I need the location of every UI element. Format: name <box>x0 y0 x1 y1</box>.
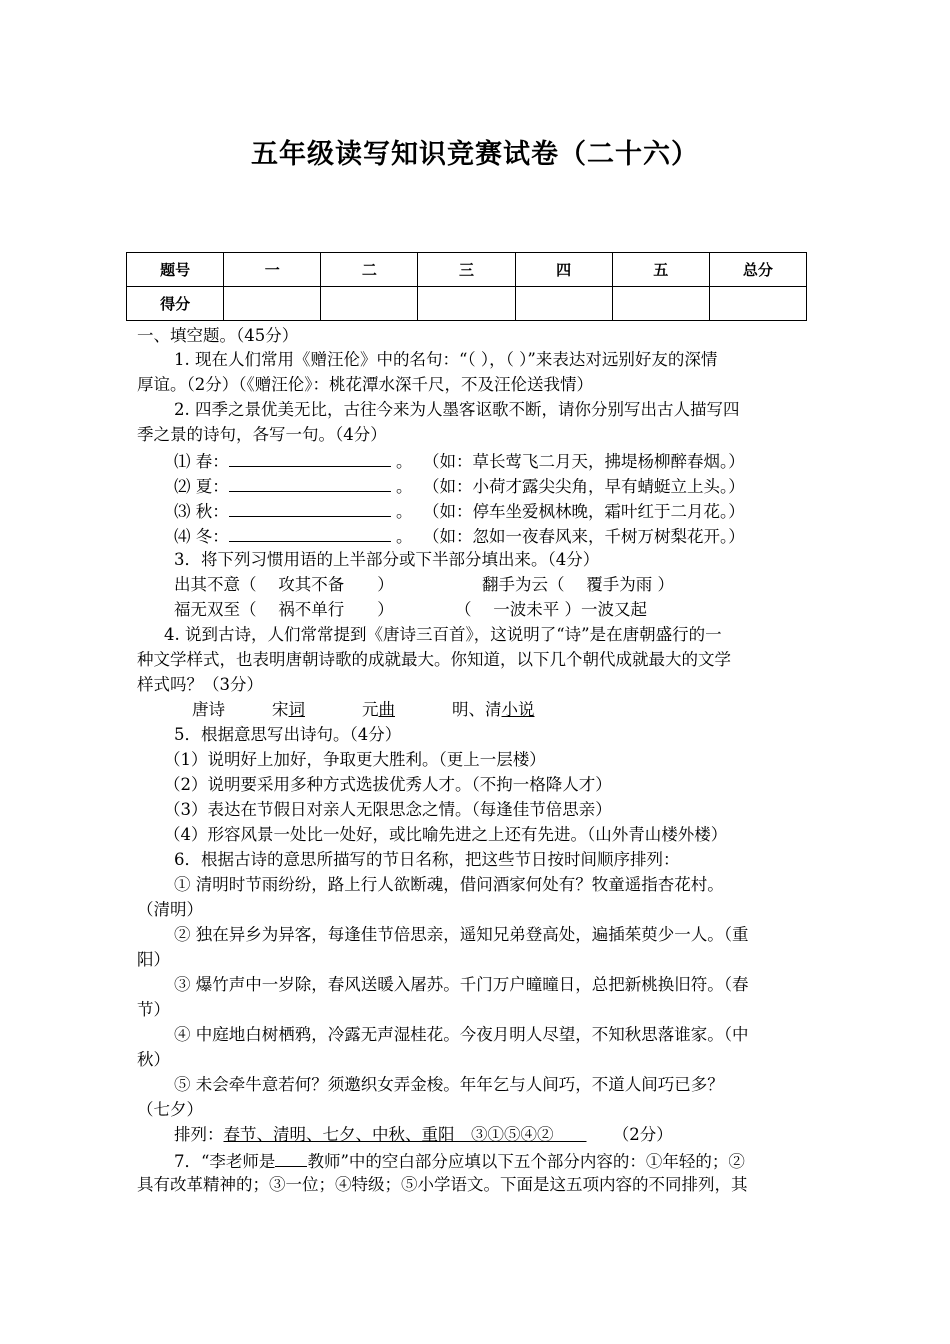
q5-line1: 5．根据意思写出诗句。（4分） <box>174 725 402 744</box>
q6-poem-3-cont: 节） <box>137 1000 170 1019</box>
score-table-header-row <box>127 253 807 287</box>
score-cell[interactable] <box>612 287 709 321</box>
score-cell[interactable] <box>515 287 612 321</box>
score-cell[interactable] <box>321 287 418 321</box>
answer-blank[interactable] <box>275 1150 307 1167</box>
q4-line1: 4. 说到古诗，人们常常提到《唐诗三百首》，这说明了“诗”是在唐朝盛行的一 <box>164 625 722 644</box>
header-cell: 三 <box>418 253 515 287</box>
q4-line3: 样式吗？（3分） <box>137 675 263 694</box>
q6-order <box>174 1125 673 1145</box>
q6-poem-5: ⑤ 未会牵牛意若何？须邀织女弄金梭。年年乞与人间巧，不道人间巧已多？ <box>174 1075 724 1094</box>
header-cell: 四 <box>515 253 612 287</box>
q3-idiom-2b: （ 一波未平 ）一波又起 <box>455 600 647 619</box>
q3-idiom-1a: 出其不意（ 攻其不备 ） <box>174 575 394 594</box>
q7-text-pre: 7．“李老师是 <box>174 1152 276 1171</box>
header-cell: 题号 <box>127 253 224 287</box>
item-end: 。 <box>396 527 413 546</box>
order-label: 排列： <box>174 1125 224 1144</box>
item-example: （如：草长莺飞二月天，拂堤杨柳醉春烟。） <box>423 452 745 471</box>
header-cell: 一 <box>224 253 321 287</box>
q3-idiom-1b: 翻手为云（ 覆手为雨 ） <box>482 575 674 594</box>
item-label: ⑴ 春： <box>174 452 229 471</box>
score-cell[interactable] <box>709 287 806 321</box>
q5-item: （2）说明要采用多种方式选拔优秀人才。（不拘一格降人才） <box>164 775 612 794</box>
q2-line1: 2. 四季之景优美无比，古往今来为人墨客讴歌不断，请你分别写出古人描写四 <box>174 400 740 419</box>
q6-poem-4-cont: 秋） <box>137 1050 170 1069</box>
q6-poem-2: ② 独在异乡为异客，每逢佳节倍思亲，遥知兄弟登高处，遍插茱萸少一人。（重 <box>174 925 749 944</box>
q6-line1: 6．根据古诗的意思所描写的节日名称，把这些节日按时间顺序排列： <box>174 850 680 869</box>
q2-item-winter <box>174 525 745 547</box>
header-cell: 总分 <box>709 253 806 287</box>
q6-poem-3: ③ 爆竹声中一岁除，春风送暖入屠苏。千门万户曈曈日，总把新桃换旧符。（春 <box>174 975 749 994</box>
q2-item-summer <box>174 475 745 497</box>
dynasty: 明、清 <box>452 700 502 719</box>
q6-poem-2-cont: 阳） <box>137 950 170 969</box>
q4-line2: 种文学样式，也表明唐朝诗歌的成就最大。你知道，以下几个朝代成就最大的文学 <box>137 650 731 669</box>
section-heading: 一、填空题。（45分） <box>137 326 299 345</box>
header-cell: 五 <box>612 253 709 287</box>
item-end: 。 <box>396 452 413 471</box>
order-points: （2分） <box>612 1125 673 1144</box>
score-row-label: 得分 <box>127 287 224 321</box>
q3-idiom-2a: 福无双至（ 祸不单行 ） <box>174 600 394 619</box>
q7-line1 <box>174 1150 745 1172</box>
q7-line2: 具有改革精神的；③一位；④特级；⑤小学语文。下面是这五项内容的不同排列，其 <box>137 1175 748 1194</box>
item-label: ⑶ 秋： <box>174 502 229 521</box>
q5-item: （3）表达在节假日对亲人无限思念之情。（每逢佳节倍思亲） <box>164 800 612 819</box>
q1-line1: 1. 现在人们常用《赠汪伦》中的名句：“（ ），（ ）”来表达对远别好友的深情 <box>174 350 718 369</box>
dynasty: 元 <box>362 700 379 719</box>
q2-item-spring <box>174 450 745 472</box>
q6-poem-1-answer: （清明） <box>137 900 203 919</box>
header-cell: 二 <box>321 253 418 287</box>
item-end: 。 <box>396 477 413 496</box>
item-end: 。 <box>396 502 413 521</box>
order-answer: 春节、清明、七夕、中秋、重阳 ③①⑤④② <box>223 1125 587 1144</box>
score-table <box>126 252 807 321</box>
q6-poem-4: ④ 中庭地白树栖鸦，冷露无声湿桂花。今夜月明人尽望，不知秋思落谁家。（中 <box>174 1025 749 1044</box>
item-example: （如：停车坐爱枫林晚，霜叶红于二月花。） <box>423 502 745 521</box>
q5-item: （4）形容风景一处比一处好，或比喻先进之上还有先进。（山外青山楼外楼） <box>164 825 728 844</box>
filled-answer: 词 <box>288 700 305 719</box>
answer-blank[interactable] <box>229 475 391 492</box>
answer-blank[interactable] <box>229 500 391 517</box>
answer-blank[interactable] <box>229 450 391 467</box>
dynasty: 宋 <box>272 700 289 719</box>
q4-answer-song <box>272 700 305 720</box>
score-cell[interactable] <box>418 287 515 321</box>
q6-poem-1: ① 清明时节雨纷纷，路上行人欲断魂，借问酒家何处有？牧童遥指杏花村。 <box>174 875 724 894</box>
q4-answer-mingqing <box>452 700 535 720</box>
q2-item-autumn <box>174 500 745 522</box>
q2-line2: 季之景的诗句，各写一句。（4分） <box>137 425 387 444</box>
q5-item: （1）说明好上加好，争取更大胜利。（更上一层楼） <box>164 750 546 769</box>
q4-answer-tang: 唐诗 <box>192 700 225 719</box>
q6-poem-5-answer: （七夕） <box>137 1100 203 1119</box>
filled-answer: 曲 <box>378 700 395 719</box>
q3-line1: 3．将下列习惯用语的上半部分或下半部分填出来。（4分） <box>174 550 600 569</box>
item-example: （如：忽如一夜春风来，千树万树梨花开。） <box>423 527 745 546</box>
score-table-score-row <box>127 287 807 321</box>
item-example: （如：小荷才露尖尖角，早有蜻蜓立上头。） <box>423 477 745 496</box>
q1-line2: 厚谊。（2分）（《赠汪伦》：桃花潭水深千尺，不及汪伦送我情） <box>137 375 593 394</box>
filled-answer: 小说 <box>501 700 535 719</box>
page-title: 五年级读写知识竞赛试卷（二十六） <box>251 139 699 170</box>
q4-answer-yuan <box>362 700 395 720</box>
item-label: ⑷ 冬： <box>174 527 229 546</box>
score-cell[interactable] <box>224 287 321 321</box>
answer-blank[interactable] <box>229 525 391 542</box>
q7-text-post: 教师”中的空白部分应填以下五个部分内容的：①年轻的；② <box>307 1152 745 1171</box>
item-label: ⑵ 夏： <box>174 477 229 496</box>
